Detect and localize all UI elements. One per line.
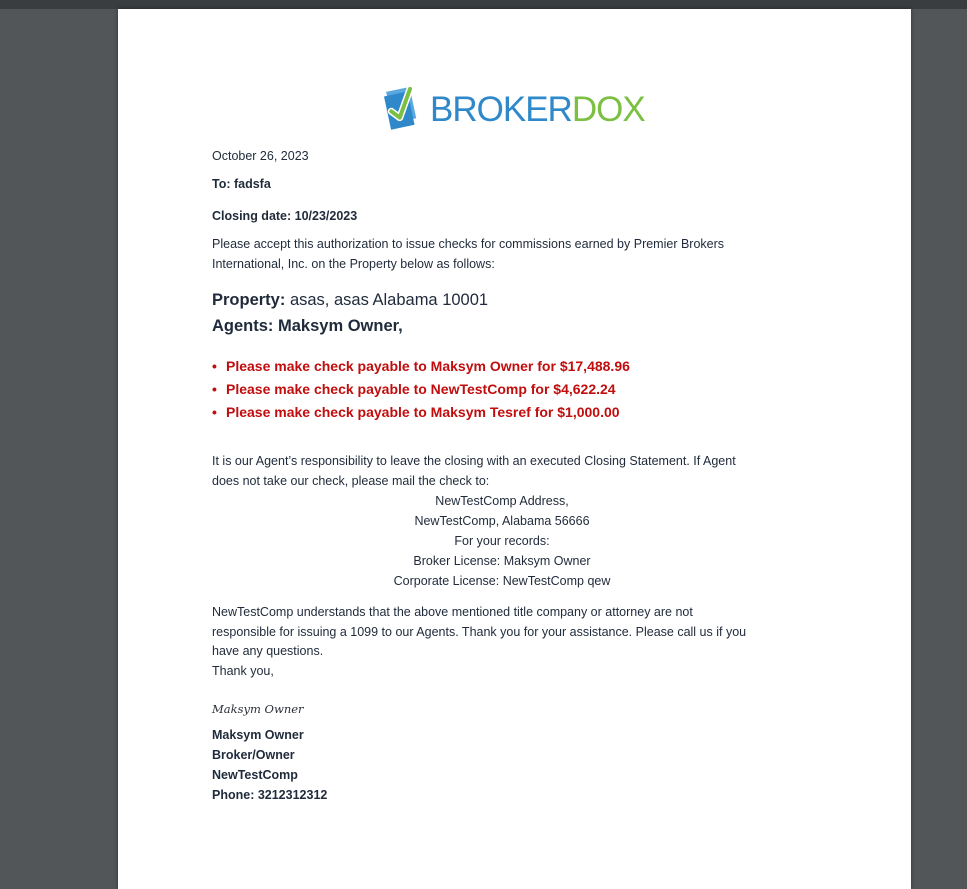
mail-line: For your records: (454, 534, 550, 548)
responsibility-line-1: It is our Agent’s responsibility to leave the closing with an executed Closing Statement. If Agent (212, 454, 736, 468)
mail-line: NewTestComp Address, (435, 494, 569, 508)
letter-recipient: To: fadsfa (212, 177, 271, 191)
closing-date: Closing date: 10/23/2023 (212, 209, 358, 223)
logo-word-broker: BROKER (430, 89, 572, 129)
payables-list (212, 355, 630, 424)
responsibility-line-2: does not take our check, please mail the check to: (212, 474, 490, 488)
letter-date: October 26, 2023 (212, 149, 309, 163)
logo-word-dox: DOX (571, 89, 645, 129)
thank-you: Thank you, (212, 664, 274, 678)
closing-para-line-2: responsible for issuing a 1099 to our Agents. Thank you for your assistance. Please call us if you (212, 625, 747, 639)
payable-item: • Please make check payable to Maksym Owner for $17,488.96 (212, 355, 630, 378)
intro-line-2: International, Inc. on the Property below as follows: (212, 257, 495, 271)
agents-line: Agents: Maksym Owner, (212, 317, 403, 335)
mail-line: Broker License: Maksym Owner (413, 554, 591, 568)
signer-name: Maksym Owner (212, 728, 304, 742)
mail-line: NewTestComp, Alabama 56666 (414, 514, 590, 528)
payable-item: • Please make check payable to Maksym Tesref for $1,000.00 (212, 401, 630, 424)
closing-para-line-1: NewTestComp understands that the above mentioned title company or attorney are not (212, 605, 693, 619)
property-line (212, 288, 488, 312)
property-value: asas, asas Alabama 10001 (285, 291, 489, 309)
signature: Maksym Owner (212, 702, 304, 716)
payable-item: • Please make check payable to NewTestComp for $4,622.24 (212, 378, 630, 401)
mail-line: Corporate License: NewTestComp qew (393, 574, 611, 588)
signer-phone: Phone: 3212312312 (212, 788, 328, 802)
closing-para-line-3: have any questions. (212, 644, 324, 658)
signer-company: NewTestComp (212, 768, 298, 782)
signer-title: Broker/Owner (212, 748, 295, 762)
mail-address-block (212, 491, 792, 591)
viewer-toolbar (0, 0, 967, 9)
property-label: Property: (212, 291, 286, 309)
intro-line-1: Please accept this authorization to issue checks for commissions earned by Premier Brokers (212, 237, 725, 251)
brokerdox-logo (380, 83, 645, 135)
document-page (118, 9, 911, 889)
checked-document-icon (380, 83, 424, 135)
logo-wordmark (430, 89, 645, 129)
